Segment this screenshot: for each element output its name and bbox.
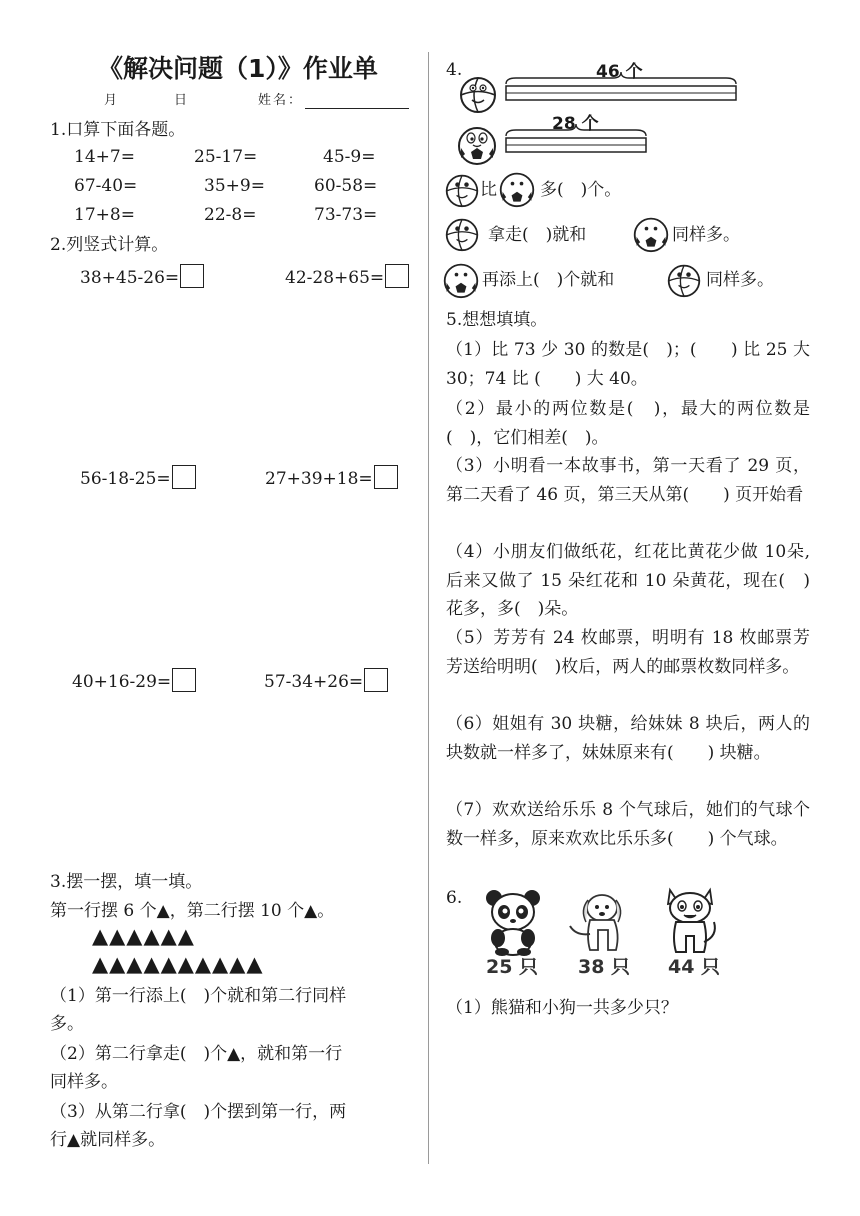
panda-illustration xyxy=(482,888,546,956)
football-icon xyxy=(442,261,480,299)
q2-problem: 38+45-26= xyxy=(80,264,204,288)
cat-illustration xyxy=(660,886,720,956)
football-icon xyxy=(498,170,536,208)
name-field[interactable] xyxy=(258,93,409,109)
q2-problem: 40+16-29= xyxy=(72,668,196,692)
name-label: 姓名： xyxy=(258,93,304,108)
q5-part-4: （4）小朋友们做纸花，红花比黄花少做 10朵,后来又做了 15 朵红花和 10 朵黄花，现在( )花多，多( )朵。 xyxy=(446,542,810,619)
bar1-label: 46 个 xyxy=(596,62,643,82)
basketball-icon xyxy=(458,74,498,114)
name-blank[interactable] xyxy=(305,95,409,109)
basketball-icon xyxy=(444,172,480,208)
q1-item: 45-9= xyxy=(323,147,376,167)
q5-part-5: （5）芳芳有 24 枚邮票，明明有 18 枚邮票芳芳送给明明( )枚后，两人的邮票枚数同样多。 xyxy=(446,628,810,677)
basketball-icon xyxy=(444,216,480,252)
q2-problem: 42-28+65= xyxy=(285,264,409,288)
q4-line1-text: 多( )个。 xyxy=(540,180,622,200)
q5-part-3: （3）小明看一本故事书，第一天看了 29 页，第二天看了 46 页，第三天从第( ) 页开始看 xyxy=(446,456,810,505)
answer-box[interactable] xyxy=(180,264,204,288)
q5-part-7: （7）欢欢送给乐乐 8 个气球后，她们的气球个数一样多，原来欢欢比乐乐多( ) 个气球。 xyxy=(446,800,810,849)
q3-line: （2）第二行拿走( )个▲，就和第一行 xyxy=(50,1044,343,1064)
answer-box[interactable] xyxy=(364,668,388,692)
answer-box[interactable] xyxy=(172,465,196,489)
q2-problem: 57-34+26= xyxy=(264,668,388,692)
q1-item: 17+8= xyxy=(74,205,135,225)
dog-illustration xyxy=(564,890,632,956)
answer-box[interactable] xyxy=(374,465,398,489)
basketball-icon xyxy=(666,262,702,298)
q5-heading: 5.想想填填。 xyxy=(446,310,548,330)
q4-line1-text: 比 xyxy=(480,180,497,200)
panda-count: 25 只 xyxy=(486,956,539,978)
answer-box[interactable] xyxy=(172,668,196,692)
q3-heading: 3.摆一摆，填一填。 xyxy=(50,872,203,892)
q2-problem: 27+39+18= xyxy=(265,465,398,489)
triangle-row-2: ▲▲▲▲▲▲▲▲▲▲ xyxy=(92,952,264,976)
q1-heading: 1.口算下面各题。 xyxy=(50,120,186,140)
q1-item: 22-8= xyxy=(204,205,257,225)
q3-line: 同样多。 xyxy=(50,1072,118,1092)
page-title: 《解决问题（1）》作业单 xyxy=(98,54,378,83)
q3-line: 行▲就同样多。 xyxy=(50,1130,166,1150)
q4-line3-text: 同样多。 xyxy=(706,270,774,290)
q4-line2-text: 同样多。 xyxy=(672,225,740,245)
cat-count: 44 只 xyxy=(668,956,721,978)
column-divider xyxy=(428,52,429,1164)
q5-part-2: （2）最小的两位数是( )，最大的两位数是( )，它们相差( )。 xyxy=(446,399,810,448)
q3-line: （3）从第二行拿( )个摆到第一行，两 xyxy=(50,1102,347,1122)
q2-problem: 56-18-25= xyxy=(80,465,196,489)
answer-box[interactable] xyxy=(385,264,409,288)
q1-item: 35+9= xyxy=(204,176,265,196)
dog-count: 38 只 xyxy=(578,956,631,978)
q5-part-6: （6）姐姐有 30 块糖，给妹妹 8 块后，两人的块数就一样多了，妹妹原来有( ) 块糖。 xyxy=(446,714,810,763)
q3-line: 多。 xyxy=(50,1014,84,1034)
q6-question: （1）熊猫和小狗一共多少只？ xyxy=(446,998,678,1018)
q3-intro: 第一行摆 6 个▲，第二行摆 10 个▲。 xyxy=(50,901,335,921)
football-icon xyxy=(456,124,498,166)
q1-item: 73-73= xyxy=(314,205,378,225)
q1-item: 14+7= xyxy=(74,147,135,167)
triangle-row-1: ▲▲▲▲▲▲ xyxy=(92,924,195,948)
q2-heading: 2.列竖式计算。 xyxy=(50,235,169,255)
q5-part-1: （1）比 73 少 30 的数是( )；( ) 比 25 大 30；74 比 ( ) 大 40。 xyxy=(446,340,810,389)
q4-line3-text: 再添上( )个就和 xyxy=(482,270,615,290)
q4-label: 4. xyxy=(446,60,463,80)
q1-item: 67-40= xyxy=(74,176,138,196)
q3-line: （1）第一行添上( )个就和第二行同样 xyxy=(50,986,347,1006)
q1-item: 60-58= xyxy=(314,176,378,196)
q1-item: 25-17= xyxy=(194,147,258,167)
date-day: 日 xyxy=(174,93,190,108)
q6-label: 6. xyxy=(446,888,463,908)
bar2-label: 28 个 xyxy=(552,114,599,134)
date-month: 月 xyxy=(104,93,120,108)
q4-line2-text: 拿走( )就和 xyxy=(488,225,587,245)
football-icon xyxy=(632,215,670,253)
